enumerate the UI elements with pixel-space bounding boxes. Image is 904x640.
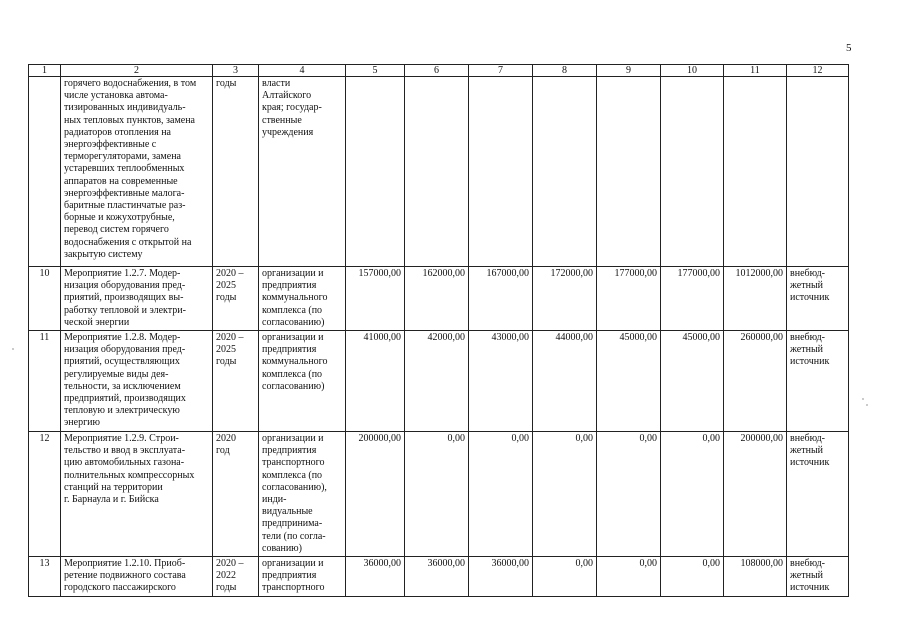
header-cell-4: 4 [259,65,346,77]
value-col-6 [405,77,469,267]
executor: власти Алтайского края; государ- ственные учреждения [259,77,346,267]
header-cell-5: 5 [346,65,405,77]
row-number: 10 [29,267,61,331]
table-row [29,331,849,432]
header-cell-6: 6 [405,65,469,77]
row-number [29,77,61,267]
value-col-6: 42000,00 [405,331,469,432]
row-number: 12 [29,432,61,557]
funding-source: внебюд- жетный источник [787,331,849,432]
header-cell-8: 8 [533,65,597,77]
value-col-5 [346,77,405,267]
value-col-7: 43000,00 [469,331,533,432]
header-cell-2: 2 [61,65,213,77]
value-col-9: 45000,00 [597,331,661,432]
executor: организации и предприятия коммунального комплекса (по согласованию) [259,331,346,432]
header-cell-1: 1 [29,65,61,77]
table-row [29,267,849,331]
value-col-5: 41000,00 [346,331,405,432]
value-col-9: 0,00 [597,557,661,597]
value-col-10: 45000,00 [661,331,724,432]
scan-speck [862,398,864,400]
table-row [29,557,849,597]
value-col-9 [597,77,661,267]
value-col-8: 0,00 [533,432,597,557]
executor: организации и предприятия коммунального комплекса (по согласованию) [259,267,346,331]
value-col-11: 108000,00 [724,557,787,597]
value-col-6: 162000,00 [405,267,469,331]
value-col-10: 177000,00 [661,267,724,331]
row-number: 13 [29,557,61,597]
implementation-period: 2020 – 2022 годы [213,557,259,597]
value-col-11: 200000,00 [724,432,787,557]
funding-source: внебюд- жетный источник [787,557,849,597]
value-col-5: 36000,00 [346,557,405,597]
executor: организации и предприятия транспортного комплекса (по согласованию), инди- видуальные предпринима- тели (по согла- сованию) [259,432,346,557]
implementation-period: 2020 – 2025 годы [213,331,259,432]
value-col-10: 0,00 [661,432,724,557]
measure-description: Мероприятие 1.2.10. Приоб- ретение подвижного состава городского пассажирского [61,557,213,597]
value-col-7: 0,00 [469,432,533,557]
header-cell-10: 10 [661,65,724,77]
value-col-9: 177000,00 [597,267,661,331]
value-col-8 [533,77,597,267]
value-col-10: 0,00 [661,557,724,597]
measures-table [28,64,849,597]
value-col-5: 157000,00 [346,267,405,331]
value-col-9: 0,00 [597,432,661,557]
measure-description: горячего водоснабжения, в том числе установка автома- тизированных индивидуаль- ных тепловых пунктов, замена радиаторов отопления на энергоэффективные с терморегуляторами, замена устаревших теплообменных аппаратов на современные энергоэффективные малога- баритные пластинчатые раз- борные и кожухотрубные, перевод систем горячего водоснабжения с открытой на закрытую систему [61,77,213,267]
measure-description: Мероприятие 1.2.7. Модер- низация оборудования пред- приятий, производящих вы- работку тепловой и электри- ческой энергии [61,267,213,331]
header-cell-9: 9 [597,65,661,77]
value-col-7: 167000,00 [469,267,533,331]
funding-source: внебюд- жетный источник [787,267,849,331]
value-col-6: 0,00 [405,432,469,557]
value-col-8: 44000,00 [533,331,597,432]
implementation-period: 2020 – 2025 годы [213,267,259,331]
table-row [29,432,849,557]
header-cell-11: 11 [724,65,787,77]
measure-description: Мероприятие 1.2.9. Строи- тельство и ввод в эксплуата- цию автомобильных газона- полнительных компрессорных станций на территории г. Барнаула и г. Бийска [61,432,213,557]
implementation-period: 2020 год [213,432,259,557]
value-col-10 [661,77,724,267]
scan-speck [12,348,14,350]
value-col-6: 36000,00 [405,557,469,597]
value-col-5: 200000,00 [346,432,405,557]
page-number: 5 [846,42,852,54]
value-col-7: 36000,00 [469,557,533,597]
scan-speck [866,404,868,406]
value-col-8: 0,00 [533,557,597,597]
value-col-11: 1012000,00 [724,267,787,331]
header-cell-12: 12 [787,65,849,77]
header-cell-3: 3 [213,65,259,77]
implementation-period: годы [213,77,259,267]
measure-description: Мероприятие 1.2.8. Модер- низация оборудования пред- приятий, осуществляющих регулируемые виды дея- тельности, за исключением предприятий, производящих тепловую и электрическую энергию [61,331,213,432]
value-col-8: 172000,00 [533,267,597,331]
header-cell-7: 7 [469,65,533,77]
funding-source [787,77,849,267]
funding-source: внебюд- жетный источник [787,432,849,557]
table-row [29,77,849,267]
value-col-11: 260000,00 [724,331,787,432]
executor: организации и предприятия транспортного [259,557,346,597]
row-number: 11 [29,331,61,432]
value-col-11 [724,77,787,267]
value-col-7 [469,77,533,267]
header-row [29,65,849,77]
